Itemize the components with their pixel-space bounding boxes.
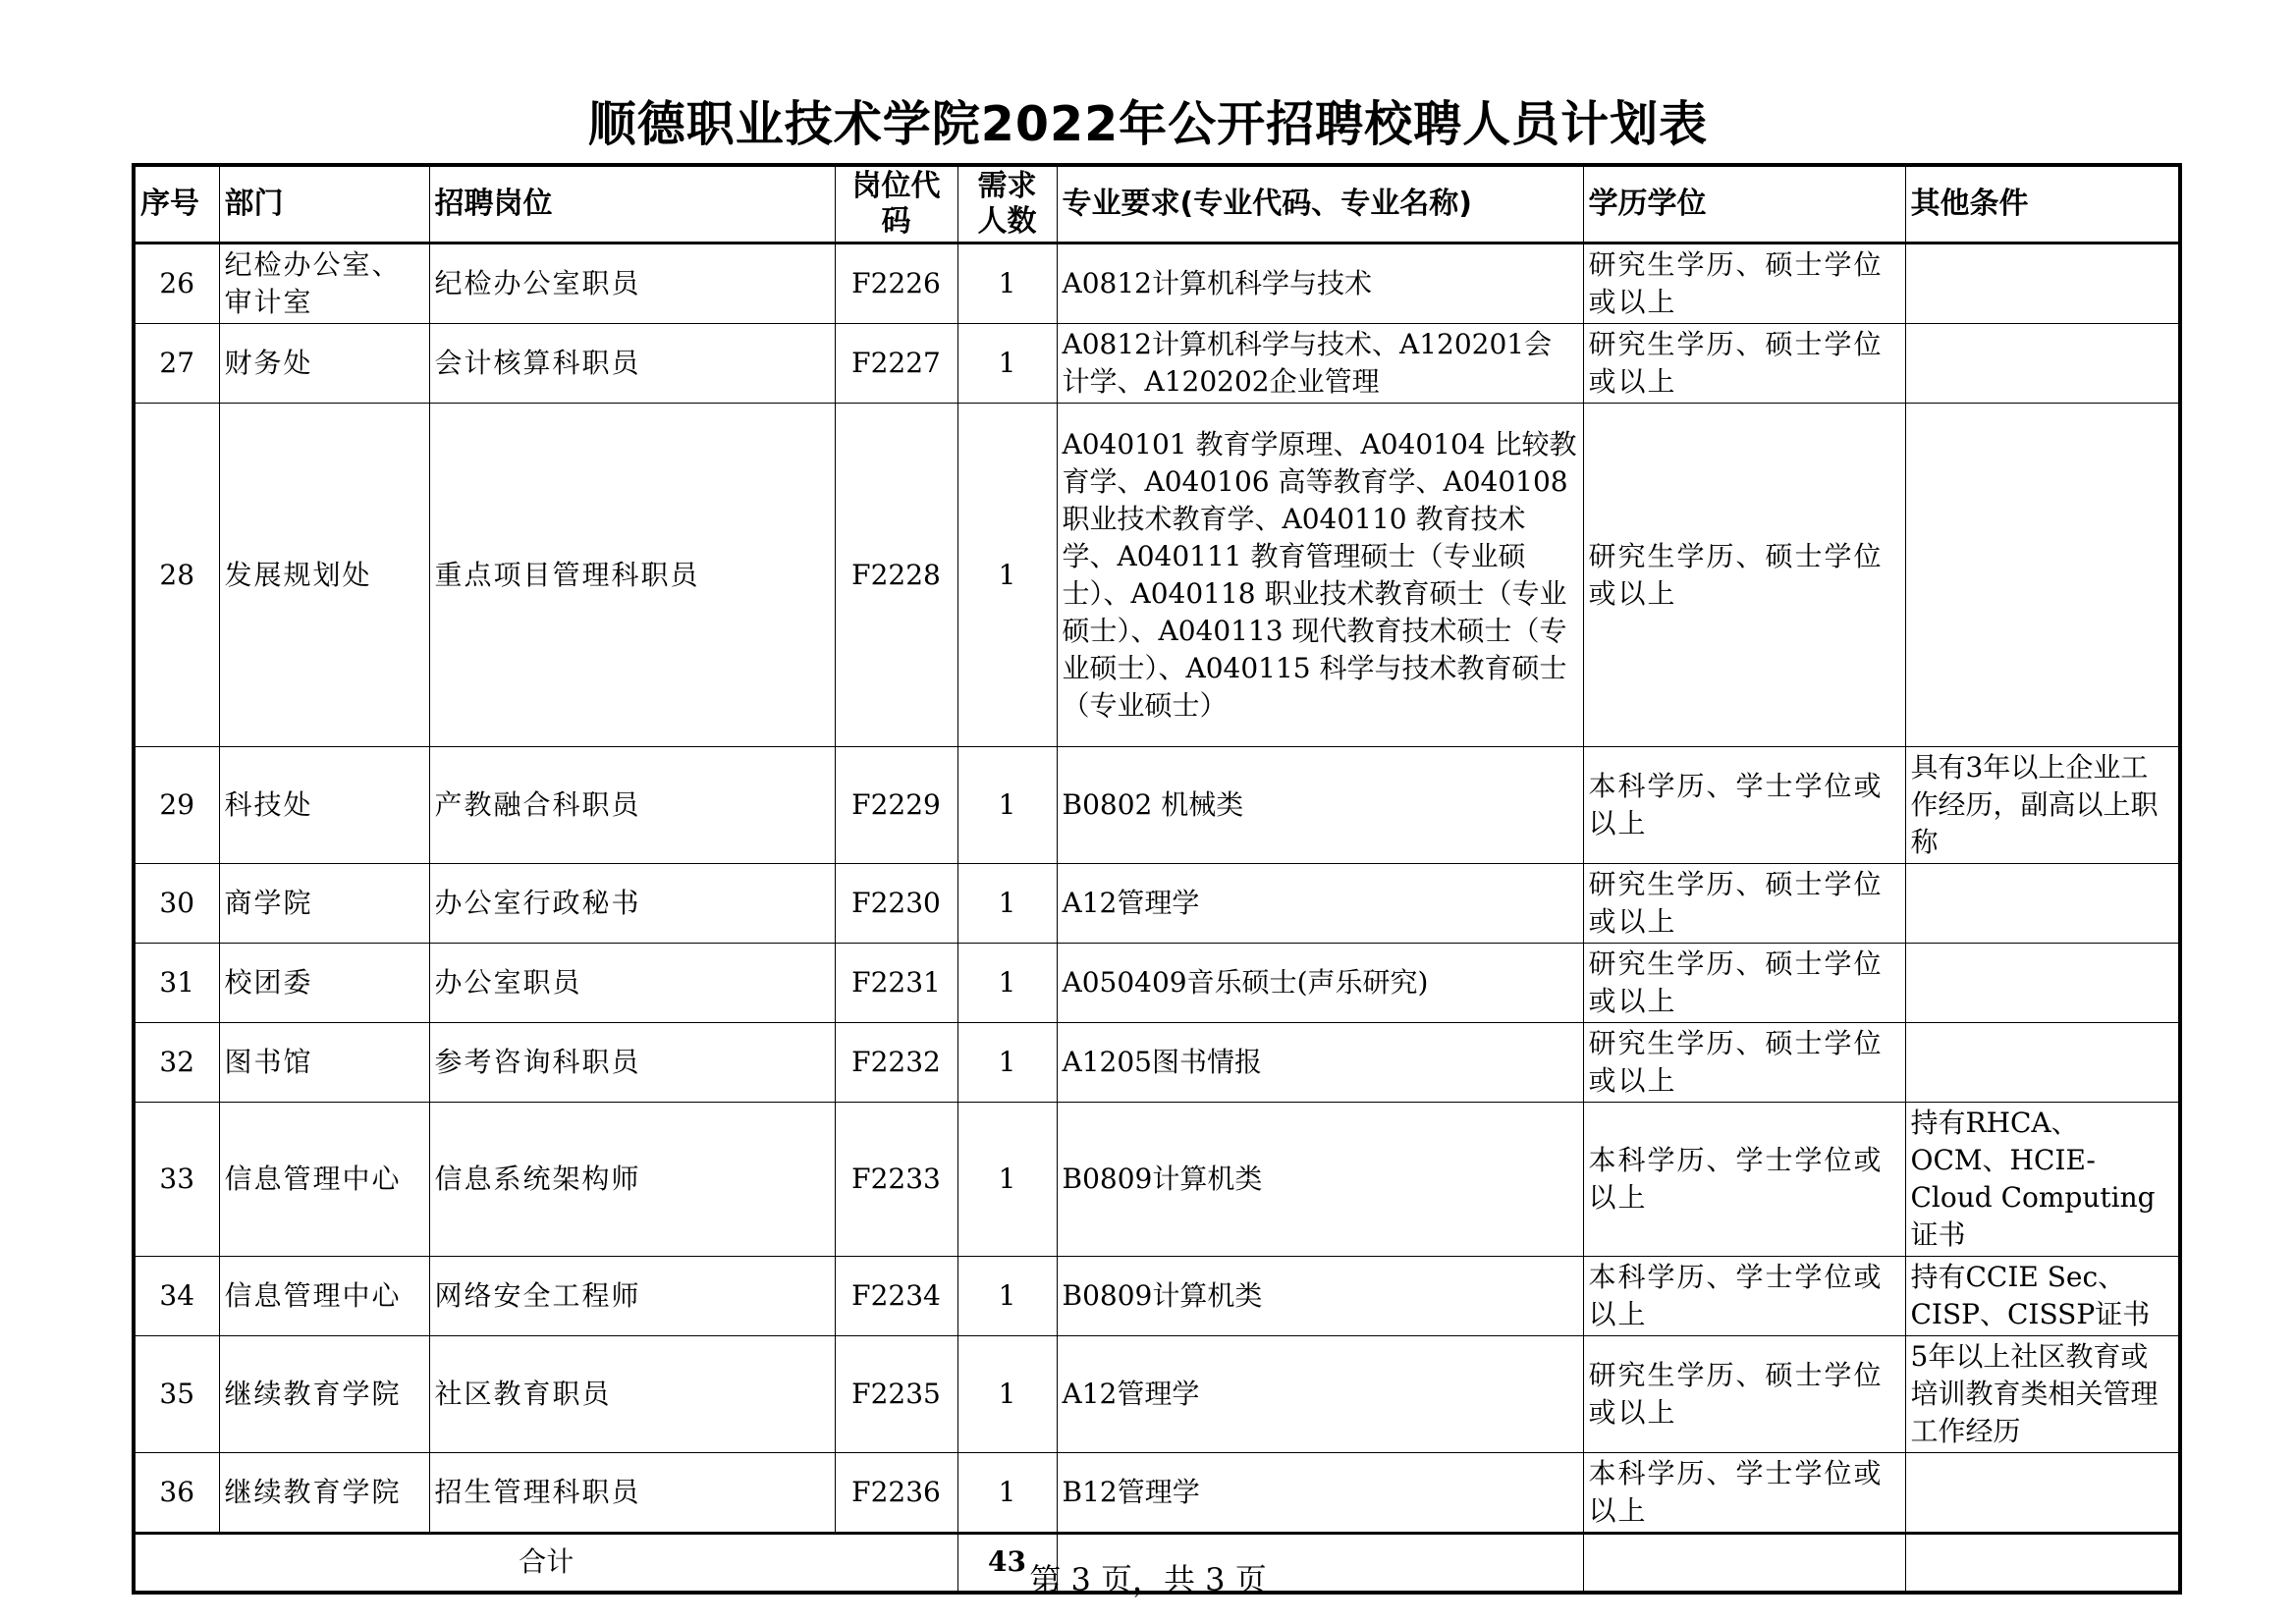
header-dept: 部门 [219, 165, 429, 243]
cell-major: A050409音乐硕士(声乐研究) [1057, 944, 1583, 1023]
header-post: 招聘岗位 [429, 165, 835, 243]
cell-count: 1 [957, 324, 1057, 404]
table-row [134, 1103, 2180, 1257]
cell-edu: 研究生学历、硕士学位或以上 [1583, 1023, 1905, 1103]
cell-no: 34 [134, 1257, 219, 1336]
header-code [835, 165, 957, 243]
cell-dept: 财务处 [219, 324, 429, 404]
cell-other [1905, 243, 2180, 324]
cell-post: 招生管理科职员 [429, 1453, 835, 1534]
cell-post: 网络安全工程师 [429, 1257, 835, 1336]
cell-dept: 图书馆 [219, 1023, 429, 1103]
cell-other: 持有CCIE Sec、CISP、CISSP证书 [1905, 1257, 2180, 1336]
cell-major: B12管理学 [1057, 1453, 1583, 1534]
cell-major: A0812计算机科学与技术 [1057, 243, 1583, 324]
cell-post: 办公室职员 [429, 944, 835, 1023]
cell-major: A040101 教育学原理、A040104 比较教育学、A040106 高等教育学、A040108 职业技术教育学、A040110 教育技术学、A040111 教育管理硕士（专业硕士）、A040118 职业技术教育硕士（专业硕士）、A040113 现代教育技术硕士（专业硕士）、A040115 科学与技术教育硕士（专业硕士） [1057, 404, 1583, 747]
cell-other [1905, 1453, 2180, 1534]
total-count: 43 [957, 1534, 1057, 1593]
cell-count: 1 [957, 404, 1057, 747]
cell-dept: 信息管理中心 [219, 1257, 429, 1336]
cell-edu: 本科学历、学士学位或以上 [1583, 1103, 1905, 1257]
cell-code: F2233 [835, 1103, 957, 1257]
header-code-line-1: 岗位代 [851, 169, 941, 203]
cell-count: 1 [957, 243, 1057, 324]
cell-post: 参考咨询科职员 [429, 1023, 835, 1103]
table-row [134, 864, 2180, 944]
cell-other [1905, 404, 2180, 747]
total-label: 合计 [134, 1534, 957, 1593]
page-title: 顺德职业技术学院2022年公开招聘校聘人员计划表 [587, 96, 1709, 152]
cell-major: A1205图书情报 [1057, 1023, 1583, 1103]
header-count-line-2: 人数 [977, 204, 1037, 239]
cell-major: A0812计算机科学与技术、A120201会计学、A120202企业管理 [1057, 324, 1583, 404]
header-major: 专业要求(专业代码、专业名称) [1057, 165, 1583, 243]
cell-edu: 本科学历、学士学位或以上 [1583, 747, 1905, 864]
cell-other [1905, 944, 2180, 1023]
cell-major: A12管理学 [1057, 1336, 1583, 1453]
table-header-row [134, 165, 2180, 243]
cell-edu: 研究生学历、硕士学位或以上 [1583, 944, 1905, 1023]
recruitment-plan-table [132, 163, 2182, 1595]
table-row [134, 944, 2180, 1023]
cell-code: F2227 [835, 324, 957, 404]
cell-post: 重点项目管理科职员 [429, 404, 835, 747]
cell-other: 具有3年以上企业工作经历，副高以上职称 [1905, 747, 2180, 864]
cell-no: 36 [134, 1453, 219, 1534]
page-footer: 第 3 页，共 3 页 [1029, 1561, 1267, 1598]
cell-other [1905, 324, 2180, 404]
cell-major: B0809计算机类 [1057, 1103, 1583, 1257]
table-row [134, 1257, 2180, 1336]
cell-code: F2234 [835, 1257, 957, 1336]
cell-other [1905, 864, 2180, 944]
table-row [134, 747, 2180, 864]
cell-dept: 信息管理中心 [219, 1103, 429, 1257]
cell-major: A12管理学 [1057, 864, 1583, 944]
table-row [134, 1336, 2180, 1453]
cell-edu: 本科学历、学士学位或以上 [1583, 1257, 1905, 1336]
cell-edu: 研究生学历、硕士学位或以上 [1583, 243, 1905, 324]
cell-code: F2231 [835, 944, 957, 1023]
cell-no: 35 [134, 1336, 219, 1453]
cell-count: 1 [957, 1336, 1057, 1453]
cell-dept: 科技处 [219, 747, 429, 864]
cell-other: 5年以上社区教育或培训教育类相关管理工作经历 [1905, 1336, 2180, 1453]
cell-major: B0809计算机类 [1057, 1257, 1583, 1336]
cell-no: 26 [134, 243, 219, 324]
table-row [134, 404, 2180, 747]
cell-no: 27 [134, 324, 219, 404]
cell-post: 纪检办公室职员 [429, 243, 835, 324]
cell-count: 1 [957, 864, 1057, 944]
cell-dept: 纪检办公室、审计室 [219, 243, 429, 324]
cell-other: 持有RHCA、OCM、HCIE-Cloud Computing证书 [1905, 1103, 2180, 1257]
header-count-line-1: 需求 [977, 169, 1037, 203]
cell-dept: 继续教育学院 [219, 1336, 429, 1453]
cell-count: 1 [957, 1103, 1057, 1257]
cell-dept: 继续教育学院 [219, 1453, 429, 1534]
cell-code: F2229 [835, 747, 957, 864]
cell-major: B0802 机械类 [1057, 747, 1583, 864]
cell-code: F2230 [835, 864, 957, 944]
cell-edu: 研究生学历、硕士学位或以上 [1583, 864, 1905, 944]
cell-post: 社区教育职员 [429, 1336, 835, 1453]
cell-code: F2228 [835, 404, 957, 747]
cell-count: 1 [957, 1023, 1057, 1103]
table-row [134, 1453, 2180, 1534]
header-count [957, 165, 1057, 243]
cell-dept: 发展规划处 [219, 404, 429, 747]
cell-count: 1 [957, 944, 1057, 1023]
cell-count: 1 [957, 1257, 1057, 1336]
cell-edu: 研究生学历、硕士学位或以上 [1583, 1336, 1905, 1453]
cell-post: 产教融合科职员 [429, 747, 835, 864]
header-no: 序号 [134, 165, 219, 243]
cell-no: 29 [134, 747, 219, 864]
header-edu: 学历学位 [1583, 165, 1905, 243]
cell-dept: 校团委 [219, 944, 429, 1023]
cell-code: F2235 [835, 1336, 957, 1453]
header-code-line-2: 码 [881, 204, 911, 239]
cell-edu: 研究生学历、硕士学位或以上 [1583, 404, 1905, 747]
cell-no: 30 [134, 864, 219, 944]
cell-post: 信息系统架构师 [429, 1103, 835, 1257]
cell-edu: 研究生学历、硕士学位或以上 [1583, 324, 1905, 404]
cell-no: 32 [134, 1023, 219, 1103]
cell-code: F2236 [835, 1453, 957, 1534]
cell-dept: 商学院 [219, 864, 429, 944]
table-row [134, 324, 2180, 404]
cell-count: 1 [957, 1453, 1057, 1534]
table-row [134, 243, 2180, 324]
cell-other [1905, 1023, 2180, 1103]
cell-post: 办公室行政秘书 [429, 864, 835, 944]
table-row [134, 1023, 2180, 1103]
cell-code: F2226 [835, 243, 957, 324]
cell-code: F2232 [835, 1023, 957, 1103]
header-other: 其他条件 [1905, 165, 2180, 243]
cell-no: 33 [134, 1103, 219, 1257]
cell-edu: 本科学历、学士学位或以上 [1583, 1453, 1905, 1534]
cell-count: 1 [957, 747, 1057, 864]
cell-no: 28 [134, 404, 219, 747]
cell-post: 会计核算科职员 [429, 324, 835, 404]
cell-no: 31 [134, 944, 219, 1023]
